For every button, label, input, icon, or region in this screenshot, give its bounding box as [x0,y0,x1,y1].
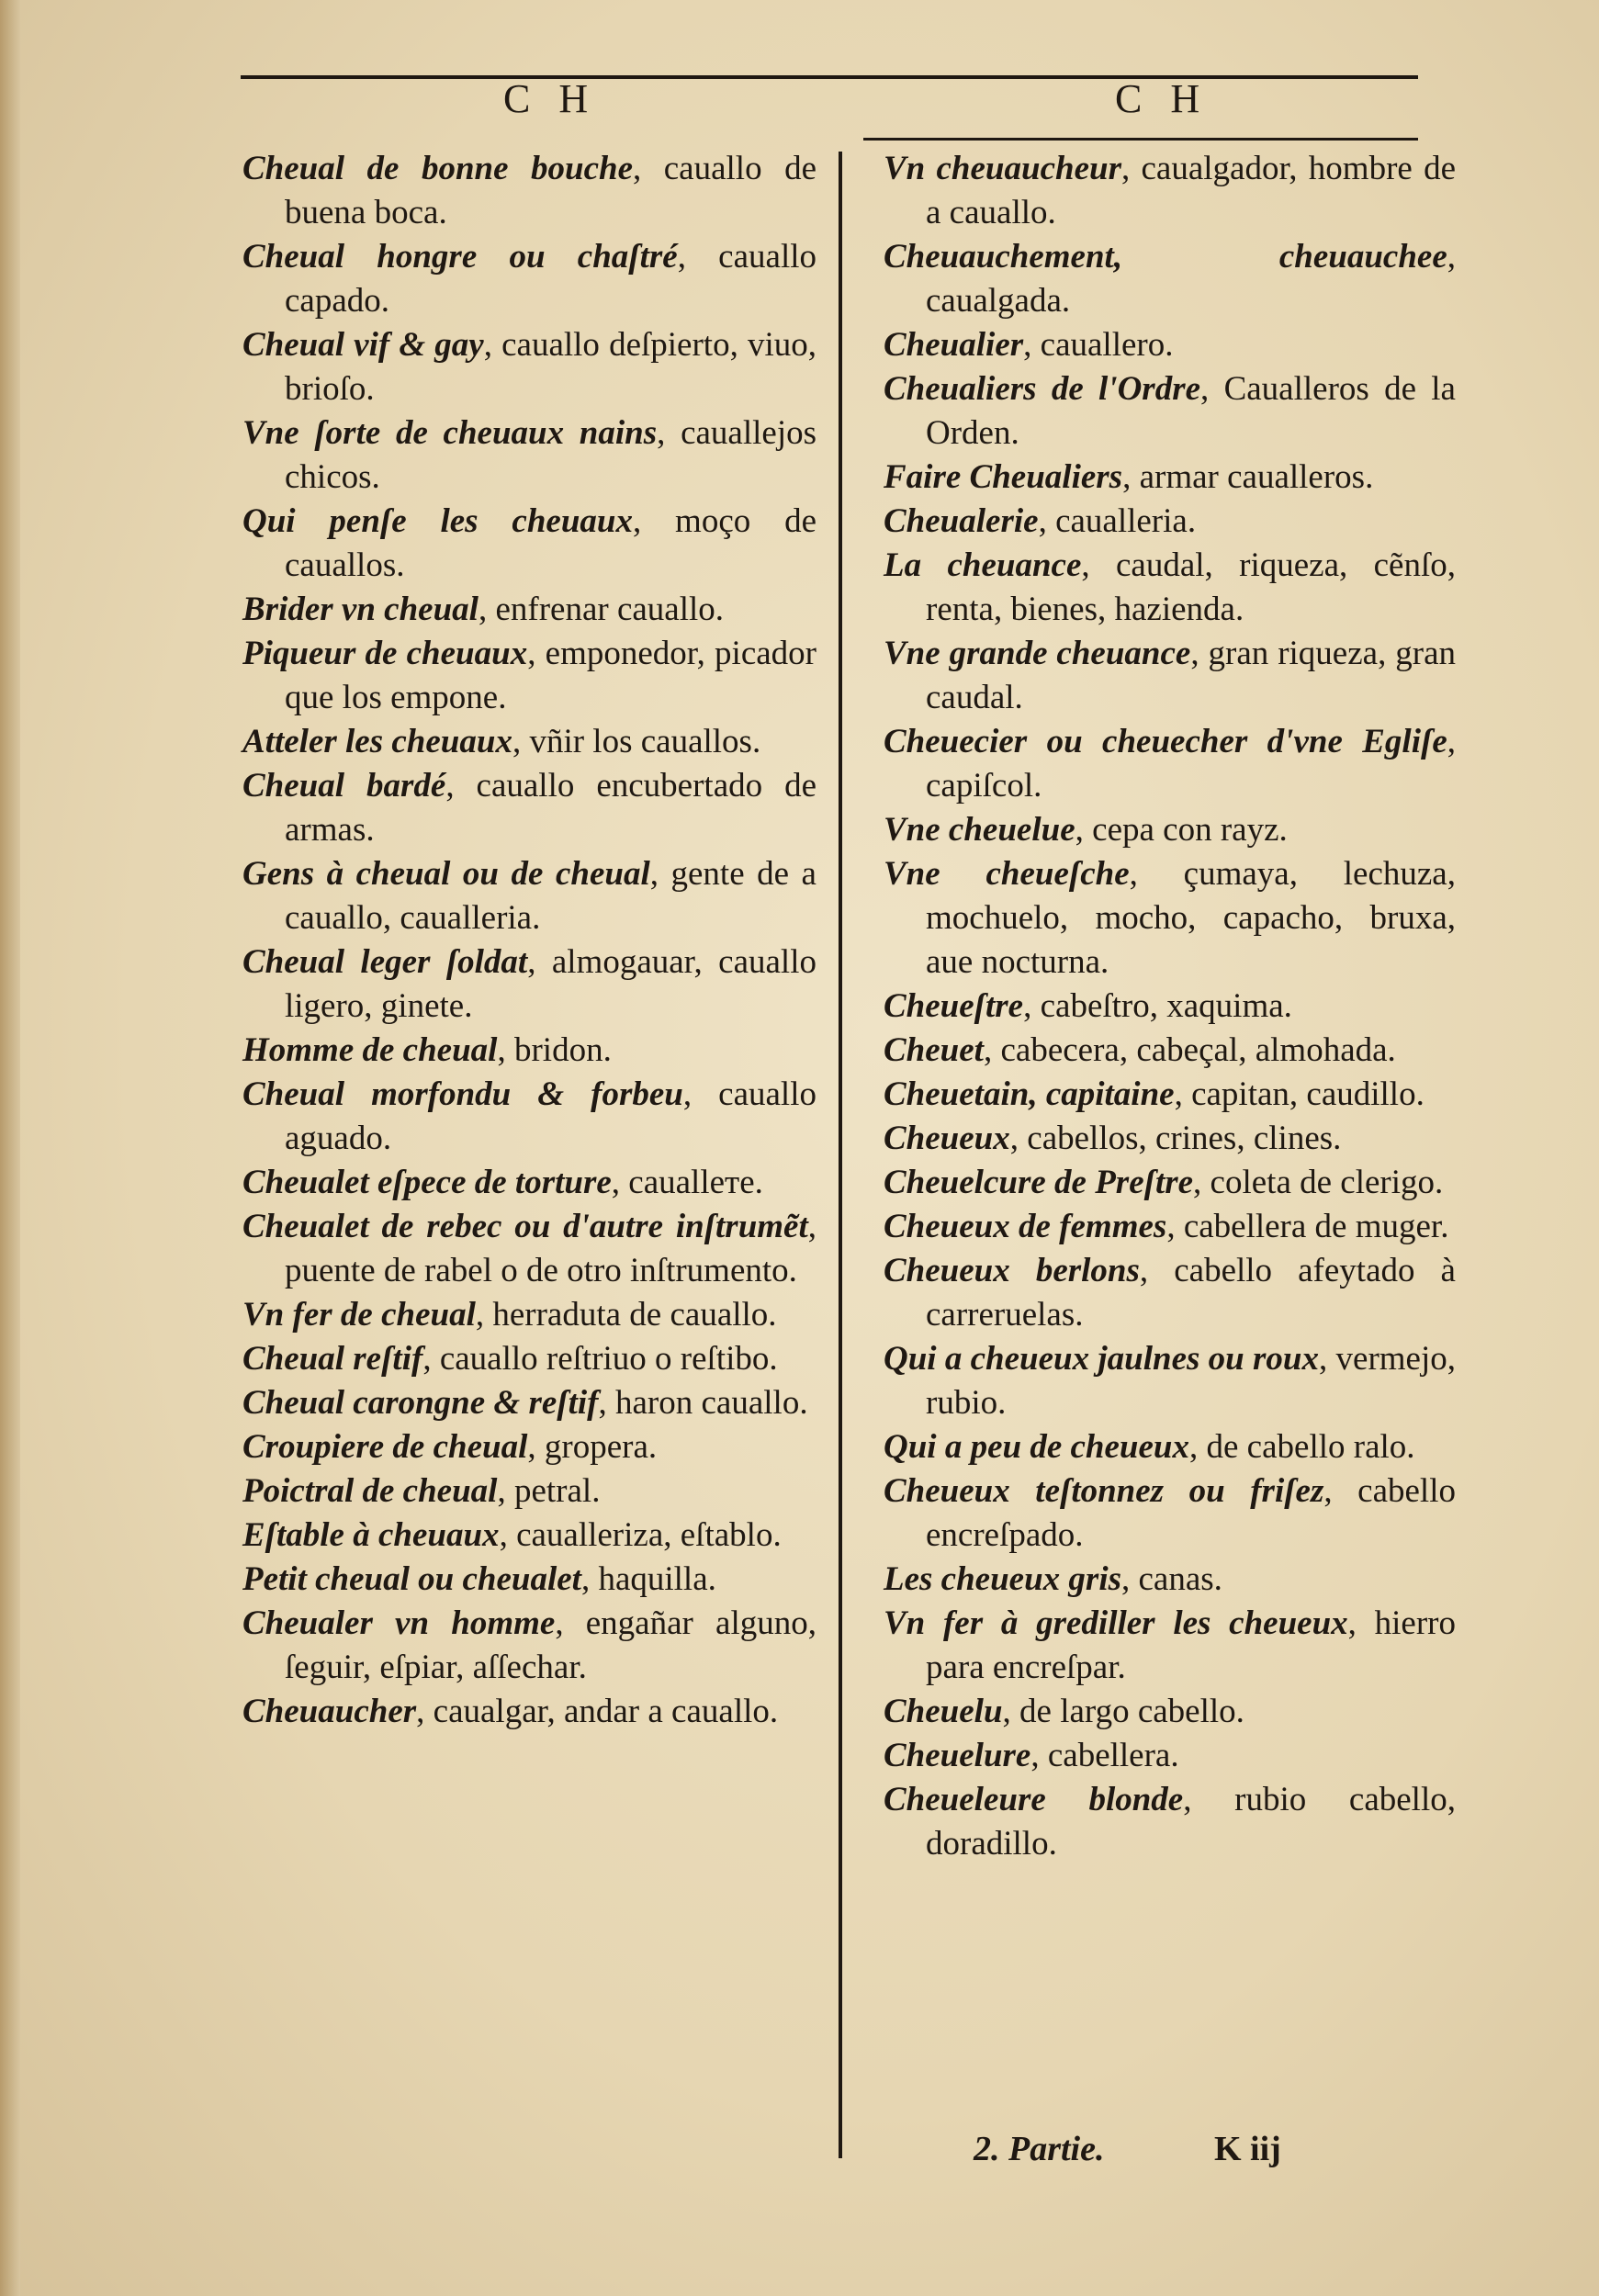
page-gutter [0,0,20,2296]
entry-translation: , armar caualleros. [1122,458,1374,496]
dictionary-entry [884,852,1456,985]
entry-translation: , haquilla. [580,1560,716,1598]
entry-headword: Les cheueux gris [884,1560,1121,1598]
entry-headword: Cheual de bonne bouche [242,150,634,187]
entry-headword: Cheual carongne & reſtif [242,1384,599,1422]
dictionary-entry [884,1734,1456,1778]
dictionary-entry [884,323,1456,367]
right-column [884,147,1456,1866]
dictionary-entry [242,720,816,764]
entry-headword: Cheual hongre ou chaſtré [242,238,678,276]
entry-translation: , Caualleros de la Orden. [926,370,1456,452]
header-rule-right [863,138,1418,141]
entry-translation: , capiſcol. [926,723,1456,805]
dictionary-entry [884,1117,1456,1161]
running-head-right: C H [1115,76,1210,121]
entry-headword: Eſtable à cheuaux [242,1516,500,1554]
page-footer [974,2129,1281,2169]
dictionary-entry [884,147,1456,235]
entry-headword: Vn fer de cheual [242,1296,476,1334]
dictionary-entry [884,367,1456,456]
entry-headword: Cheuelcure de Preſtre [884,1164,1194,1201]
entry-translation: , caudal, riqueza, cẽnſo, renta, bienes, hazienda. [926,546,1456,628]
dictionary-entry [884,1205,1456,1249]
running-head-left: C H [503,76,598,121]
dictionary-entry [242,1161,816,1205]
entry-translation: , caualleriza, eſtablo. [499,1516,782,1554]
entry-translation: , cepa con rayz. [1075,811,1288,849]
entry-headword: Cheuecier ou cheuecher d'vne Egliſe [884,723,1447,760]
entry-headword: Cheuelure [884,1737,1031,1774]
entry-translation: , cauallejos chicos. [285,414,816,496]
entry-headword: Qui a cheueux jaulnes ou roux [884,1340,1319,1378]
dictionary-entry [884,235,1456,323]
entry-headword: Cheueux berlons [884,1252,1140,1289]
dictionary-entry [242,1469,816,1514]
dictionary-entry [242,1602,816,1690]
dictionary-entry [884,985,1456,1029]
dictionary-entry [242,147,816,235]
entry-headword: Gens à cheual ou de cheual [242,855,650,893]
entry-headword: Cheueleure blonde [884,1781,1184,1818]
entry-translation: , engañar alguno, ſeguir, eſpiar, aſſechar. [285,1604,816,1686]
entry-translation: , puente de rabel o de otro inſtrumento. [285,1208,816,1289]
entry-headword: Vne grande cheuance [884,635,1191,672]
entry-translation: , cabellera. [1030,1737,1179,1774]
entry-headword: Brider vn cheual [242,591,479,628]
entry-translation: , çumaya, lechuza, mochuelo, mocho, capacho, bruxa, aue nocturna. [926,855,1456,981]
entry-translation: , caualgador, hombre de a cauallo. [926,150,1456,231]
entry-translation: , cauallo reſtriuo o reſtibo. [422,1340,778,1378]
entry-headword: Vn fer à grediller les cheueux [884,1604,1348,1642]
entry-translation: , gropera. [527,1428,658,1466]
dictionary-entry [242,940,816,1029]
entry-headword: Cheual reſtif [242,1340,423,1378]
dictionary-entry [884,808,1456,852]
entry-headword: Cheual vif & gay [242,326,484,364]
signature-mark: K iij [1213,2130,1281,2168]
entry-headword: La cheuance [884,546,1082,584]
dictionary-entry [242,1381,816,1425]
entry-translation: , caualgada. [926,238,1456,320]
entry-headword: Cheueſtre [884,987,1024,1025]
entry-translation: , canas. [1121,1560,1222,1598]
entry-translation: , cabeſtro, xaquima. [1023,987,1292,1025]
entry-translation: , herraduta de cauallo. [475,1296,777,1334]
entry-headword: Homme de cheual [242,1031,498,1069]
entry-translation: , cauallo de buena boca. [285,150,816,231]
entry-headword: Cheueux teſtonnez ou friſez [884,1472,1324,1510]
dictionary-entry [242,764,816,852]
entry-translation: , gran riqueza, gran caudal. [926,635,1456,716]
header-rule [241,75,1418,79]
dictionary-entry [242,852,816,940]
dictionary-entry [884,1602,1456,1690]
entry-headword: Cheuelu [884,1693,1003,1730]
entry-headword: Cheueux [884,1120,1010,1157]
dictionary-entry [884,500,1456,544]
dictionary-entry [242,1514,816,1558]
dictionary-entry [884,1469,1456,1558]
dictionary-entry [884,1778,1456,1866]
entry-translation: , cabecera, cabeçal, almohada. [983,1031,1396,1069]
dictionary-entry [884,720,1456,808]
entry-translation: , cabello afeytado à carreruelas. [926,1252,1456,1334]
dictionary-entry [242,1558,816,1602]
dictionary-entry [884,1690,1456,1734]
dictionary-entry [242,500,816,588]
entry-headword: Cheualet de rebec ou d'autre inſtrumẽt [242,1208,808,1245]
entry-translation: , cauallo encubertado de armas. [285,767,817,849]
entry-translation: , caualgar, andar a cauallo. [416,1693,779,1730]
entry-headword: Atteler les cheuaux [242,723,512,760]
entry-translation: , de largo cabello. [1002,1693,1244,1730]
dictionary-entry [242,1425,816,1469]
entry-translation: , caualleria. [1038,502,1197,540]
entry-translation: , capitan, caudillo. [1174,1075,1424,1113]
dictionary-entry [242,588,816,632]
entry-translation: , cauallo capado. [285,238,817,320]
entry-translation: , haron cauallo. [598,1384,808,1422]
dictionary-entry [884,1337,1456,1425]
dictionary-entry [242,632,816,720]
entry-translation: , moço de cauallos. [285,502,817,584]
entry-translation: , vñir los cauallos. [512,723,761,760]
entry-translation: , cabellera de muger. [1166,1208,1449,1245]
part-label: 2. Partie. [974,2130,1105,2168]
dictionary-entry [242,1029,816,1073]
dictionary-entry [884,632,1456,720]
entry-translation: , cabellos, crines, clines. [1009,1120,1342,1157]
entry-headword: Cheualier [884,326,1024,364]
left-column [242,147,816,1734]
dictionary-entry [884,1249,1456,1337]
entry-translation: , caualleте. [611,1164,763,1201]
dictionary-entry [242,1293,816,1337]
entry-headword: Cheual leger ſoldat [242,943,528,981]
entry-translation: , gente de a cauallo, caualleria. [285,855,816,937]
entry-headword: Piqueur de cheuaux [242,635,528,672]
entry-headword: Cheual morfondu & forbeu [242,1075,683,1113]
dictionary-entry [884,456,1456,500]
dictionary-entry [242,1205,816,1293]
entry-translation: , cabello encreſpado. [926,1472,1456,1554]
entry-headword: Vn cheuaucheur [884,150,1121,187]
entry-translation: , almogauar, cauallo ligero, ginete. [285,943,816,1025]
dictionary-entry [884,544,1456,632]
entry-headword: Poictral de cheual [242,1472,498,1510]
entry-headword: Qui a peu de cheueux [884,1428,1189,1466]
column-divider [839,152,842,2158]
entry-headword: Vne cheueſche [884,855,1130,893]
entry-translation: , coleta de clerigo. [1193,1164,1444,1201]
entry-headword: Cheualiers de l'Ordre [884,370,1201,408]
dictionary-entry [884,1425,1456,1469]
entry-translation: , hierro para encreſpar. [926,1604,1456,1686]
entry-headword: Cheuetain, capitaine [884,1075,1175,1113]
entry-headword: Vne cheuelue [884,811,1075,849]
dictionary-entry [242,1073,816,1161]
entry-translation: , bridon. [497,1031,612,1069]
dictionary-entry [884,1029,1456,1073]
dictionary-entry [884,1073,1456,1117]
entry-headword: Croupiere de cheual [242,1428,528,1466]
entry-translation: , vermejo, rubio. [926,1340,1456,1422]
entry-translation: , rubio cabello, doradillo. [926,1781,1456,1863]
entry-headword: Cheuaucher [242,1693,417,1730]
entry-translation: , enfrenar cauallo. [478,591,725,628]
entry-headword: Cheuet [884,1031,984,1069]
entry-translation: , cauallero. [1023,326,1174,364]
dictionary-entry [242,1690,816,1734]
dictionary-entry [242,235,816,323]
entry-headword: Petit cheual ou cheualet [242,1560,581,1598]
entry-headword: Cheualet eſpece de torture [242,1164,612,1201]
entry-translation: , de cabello ralo. [1189,1428,1415,1466]
entry-headword: Cheuauchement, cheuauchee [884,238,1447,276]
entry-headword: Faire Cheualiers [884,458,1123,496]
entry-headword: Vne ſorte de cheuaux nains [242,414,658,452]
entry-headword: Cheualerie [884,502,1039,540]
entry-headword: Cheual bardé [242,767,446,805]
dictionary-entry [884,1161,1456,1205]
entry-translation: , cauallo deſpierto, viuo, brioſo. [285,326,816,408]
dictionary-entry [242,1337,816,1381]
entry-headword: Cheualer vn homme [242,1604,556,1642]
dictionary-entry [242,323,816,411]
entry-headword: Qui penſe les cheuaux [242,502,633,540]
entry-translation: , emponedor, picador que los empone. [285,635,816,716]
dictionary-entry [242,411,816,500]
entry-translation: , petral. [497,1472,601,1510]
dictionary-entry [884,1558,1456,1602]
entry-translation: , cauallo aguado. [285,1075,816,1157]
entry-headword: Cheueux de femmes [884,1208,1167,1245]
